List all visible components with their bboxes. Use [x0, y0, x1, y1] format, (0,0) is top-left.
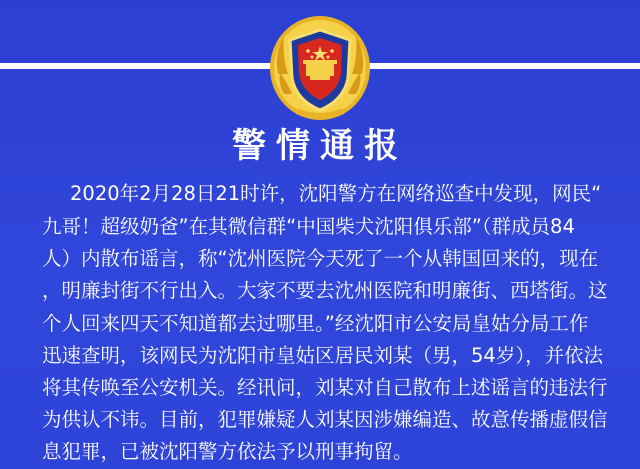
notice-line: 将其传唤至公安机关。经讯问，刘某对自己散布上述谣言的违法行	[42, 376, 608, 399]
page-title: 警情通报	[232, 126, 408, 166]
police-emblem-icon	[268, 14, 372, 124]
notice-line: 为供认不讳。目前，犯罪嫌疑人刘某因涉嫌编造、故意传播虚假信	[42, 408, 608, 431]
notice-line: 人）内散布谣言，称“沈州医院今天死了一个从韩国回来的，现在	[42, 247, 599, 270]
notice-line: 个人回来四天不知道都去过哪里。”经沈阳市公安局皇姑分局工作	[42, 312, 589, 335]
notice-line: 九哥！超级奶爸”在其微信群“中国柴犬沈阳俱乐部”（群成员84	[42, 215, 575, 238]
notice-body	[0, 177, 640, 469]
notice-line: 迅速查明，该网民为沈阳市皇姑区居民刘某（男，54岁），并依法	[42, 344, 604, 367]
notice-line: 息犯罪，已被沈阳警方依法予以刑事拘留。	[42, 440, 413, 463]
notice-line: ，明廉封街不行出入。大家不要去沈州医院和明廉街、西塔街。这	[42, 279, 608, 302]
notice-line: 2020年2月28日21时许，沈阳警方在网络巡查中发现，网民“	[70, 182, 602, 205]
